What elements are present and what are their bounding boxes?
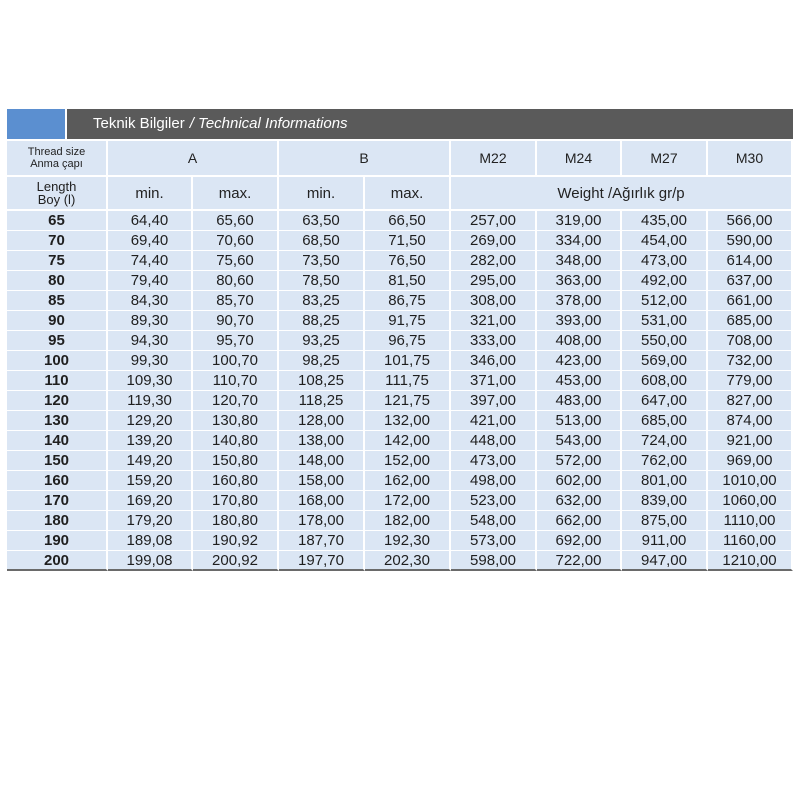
table-cell-m30-weight: 614,00 (708, 251, 793, 271)
table-title (67, 109, 793, 139)
table-cell-m24-weight: 572,00 (537, 451, 622, 471)
table-cell-b-min: 128,00 (279, 411, 365, 431)
table-cell-a-max: 130,80 (193, 411, 279, 431)
table-cell-m27-weight: 454,00 (622, 231, 708, 251)
table-cell-m30-weight: 1060,00 (708, 491, 793, 511)
table-cell-length: 95 (7, 331, 108, 351)
table-cell-m22-weight: 308,00 (451, 291, 537, 311)
thread-size-label: Thread size (27, 146, 86, 158)
table-cell-b-max: 96,75 (365, 331, 451, 351)
table-cell-m22-weight: 448,00 (451, 431, 537, 451)
table-cell-b-min: 108,25 (279, 371, 365, 391)
table-cell-m24-weight: 692,00 (537, 531, 622, 551)
table-cell-b-min: 73,50 (279, 251, 365, 271)
table-cell-m24-weight: 543,00 (537, 431, 622, 451)
table-cell-b-min: 148,00 (279, 451, 365, 471)
boy-label: Boy (l) (37, 192, 76, 207)
table-cell-b-max: 111,75 (365, 371, 451, 391)
table-cell-a-max: 85,70 (193, 291, 279, 311)
table-cell-b-max: 142,00 (365, 431, 451, 451)
table-cell-m27-weight: 724,00 (622, 431, 708, 451)
table-cell-m24-weight: 393,00 (537, 311, 622, 331)
table-cell-m22-weight: 257,00 (451, 211, 537, 231)
table-cell-length: 80 (7, 271, 108, 291)
table-cell-b-min: 68,50 (279, 231, 365, 251)
table-cell-m24-weight: 722,00 (537, 551, 622, 571)
title-turkish: Teknik Bilgiler (93, 115, 185, 132)
table-cell-a-max: 90,70 (193, 311, 279, 331)
anma-capi-label: Anma çapı (30, 158, 83, 170)
table-cell-a-min: 139,20 (108, 431, 193, 451)
table-cell-b-max: 152,00 (365, 451, 451, 471)
table-cell-m22-weight: 269,00 (451, 231, 537, 251)
table-cell-a-min: 119,30 (108, 391, 193, 411)
weight-header: Weight /Ağırlık gr/p (451, 177, 793, 211)
table-cell-a-min: 89,30 (108, 311, 193, 331)
table-cell-b-max: 132,00 (365, 411, 451, 431)
table-cell-m30-weight: 661,00 (708, 291, 793, 311)
table-cell-m27-weight: 550,00 (622, 331, 708, 351)
table-cell-m24-weight: 378,00 (537, 291, 622, 311)
table-cell-m22-weight: 523,00 (451, 491, 537, 511)
table-cell-b-min: 168,00 (279, 491, 365, 511)
table-cell-a-max: 100,70 (193, 351, 279, 371)
data-grid (7, 141, 793, 571)
table-title-bar (7, 109, 793, 139)
table-cell-m27-weight: 875,00 (622, 511, 708, 531)
table-cell-m27-weight: 569,00 (622, 351, 708, 371)
table-cell-a-max: 80,60 (193, 271, 279, 291)
table-cell-m24-weight: 334,00 (537, 231, 622, 251)
table-cell-b-min: 187,70 (279, 531, 365, 551)
table-cell-b-min: 93,25 (279, 331, 365, 351)
table-cell-a-min: 109,30 (108, 371, 193, 391)
table-cell-length: 90 (7, 311, 108, 331)
m30-header: M30 (708, 141, 793, 177)
table-cell-m27-weight: 762,00 (622, 451, 708, 471)
table-cell-length: 75 (7, 251, 108, 271)
technical-info-table (7, 109, 793, 571)
table-cell-b-max: 101,75 (365, 351, 451, 371)
table-cell-a-min: 149,20 (108, 451, 193, 471)
table-cell-m27-weight: 839,00 (622, 491, 708, 511)
table-cell-m24-weight: 319,00 (537, 211, 622, 231)
table-cell-m27-weight: 685,00 (622, 411, 708, 431)
table-cell-m30-weight: 637,00 (708, 271, 793, 291)
table-cell-m24-weight: 632,00 (537, 491, 622, 511)
table-cell-b-max: 162,00 (365, 471, 451, 491)
table-cell-a-min: 179,20 (108, 511, 193, 531)
table-cell-b-max: 172,00 (365, 491, 451, 511)
table-cell-m22-weight: 282,00 (451, 251, 537, 271)
table-cell-b-max: 121,75 (365, 391, 451, 411)
table-cell-b-max: 66,50 (365, 211, 451, 231)
table-cell-m27-weight: 608,00 (622, 371, 708, 391)
table-cell-m27-weight: 531,00 (622, 311, 708, 331)
table-cell-m22-weight: 333,00 (451, 331, 537, 351)
table-cell-a-min: 99,30 (108, 351, 193, 371)
table-cell-m30-weight: 779,00 (708, 371, 793, 391)
table-cell-m24-weight: 453,00 (537, 371, 622, 391)
table-cell-a-max: 95,70 (193, 331, 279, 351)
table-cell-length: 120 (7, 391, 108, 411)
table-cell-length: 70 (7, 231, 108, 251)
m27-header: M27 (622, 141, 708, 177)
table-cell-m30-weight: 566,00 (708, 211, 793, 231)
table-cell-m24-weight: 408,00 (537, 331, 622, 351)
table-cell-b-max: 91,75 (365, 311, 451, 331)
column-b-header: B (279, 141, 451, 177)
table-cell-a-min: 84,30 (108, 291, 193, 311)
table-cell-length: 130 (7, 411, 108, 431)
table-cell-m22-weight: 421,00 (451, 411, 537, 431)
table-cell-b-min: 98,25 (279, 351, 365, 371)
table-cell-m27-weight: 911,00 (622, 531, 708, 551)
table-cell-m22-weight: 473,00 (451, 451, 537, 471)
table-cell-a-min: 169,20 (108, 491, 193, 511)
table-cell-m22-weight: 321,00 (451, 311, 537, 331)
table-cell-b-max: 202,30 (365, 551, 451, 571)
table-cell-a-max: 120,70 (193, 391, 279, 411)
thread-size-header (7, 141, 108, 177)
b-min-header: min. (279, 177, 365, 211)
table-cell-length: 65 (7, 211, 108, 231)
table-cell-a-min: 64,40 (108, 211, 193, 231)
table-cell-length: 110 (7, 371, 108, 391)
table-cell-length: 190 (7, 531, 108, 551)
table-cell-m30-weight: 1210,00 (708, 551, 793, 571)
table-cell-length: 140 (7, 431, 108, 451)
table-cell-a-min: 199,08 (108, 551, 193, 571)
table-cell-m27-weight: 947,00 (622, 551, 708, 571)
length-header (7, 177, 108, 211)
table-cell-m27-weight: 435,00 (622, 211, 708, 231)
table-cell-m24-weight: 602,00 (537, 471, 622, 491)
table-cell-m24-weight: 348,00 (537, 251, 622, 271)
table-cell-m22-weight: 573,00 (451, 531, 537, 551)
table-cell-m22-weight: 397,00 (451, 391, 537, 411)
table-cell-b-min: 138,00 (279, 431, 365, 451)
table-cell-a-max: 75,60 (193, 251, 279, 271)
table-cell-a-max: 190,92 (193, 531, 279, 551)
table-cell-b-min: 178,00 (279, 511, 365, 531)
table-cell-a-max: 65,60 (193, 211, 279, 231)
b-max-header: max. (365, 177, 451, 211)
table-cell-m30-weight: 685,00 (708, 311, 793, 331)
table-cell-m30-weight: 732,00 (708, 351, 793, 371)
table-cell-m30-weight: 1110,00 (708, 511, 793, 531)
table-cell-a-max: 140,80 (193, 431, 279, 451)
table-cell-m30-weight: 1010,00 (708, 471, 793, 491)
table-cell-m24-weight: 483,00 (537, 391, 622, 411)
table-cell-m30-weight: 827,00 (708, 391, 793, 411)
table-cell-b-min: 83,25 (279, 291, 365, 311)
table-cell-m22-weight: 346,00 (451, 351, 537, 371)
table-cell-b-min: 78,50 (279, 271, 365, 291)
table-cell-m30-weight: 921,00 (708, 431, 793, 451)
table-cell-b-max: 76,50 (365, 251, 451, 271)
table-cell-b-max: 182,00 (365, 511, 451, 531)
table-cell-a-max: 170,80 (193, 491, 279, 511)
table-cell-a-max: 180,80 (193, 511, 279, 531)
length-label: Length (36, 179, 77, 194)
table-cell-length: 180 (7, 511, 108, 531)
table-cell-m30-weight: 708,00 (708, 331, 793, 351)
table-cell-b-min: 63,50 (279, 211, 365, 231)
table-cell-m24-weight: 662,00 (537, 511, 622, 531)
table-cell-a-min: 189,08 (108, 531, 193, 551)
table-cell-a-max: 200,92 (193, 551, 279, 571)
table-cell-length: 85 (7, 291, 108, 311)
table-cell-m27-weight: 647,00 (622, 391, 708, 411)
table-cell-m24-weight: 513,00 (537, 411, 622, 431)
table-cell-a-max: 110,70 (193, 371, 279, 391)
table-cell-m22-weight: 295,00 (451, 271, 537, 291)
table-cell-b-min: 158,00 (279, 471, 365, 491)
table-cell-m30-weight: 1160,00 (708, 531, 793, 551)
a-min-header: min. (108, 177, 193, 211)
table-cell-m27-weight: 492,00 (622, 271, 708, 291)
table-cell-m22-weight: 548,00 (451, 511, 537, 531)
title-english: / Technical Informations (189, 115, 348, 132)
table-cell-b-max: 81,50 (365, 271, 451, 291)
table-cell-length: 100 (7, 351, 108, 371)
table-cell-m30-weight: 874,00 (708, 411, 793, 431)
table-cell-b-min: 118,25 (279, 391, 365, 411)
table-cell-a-min: 129,20 (108, 411, 193, 431)
table-cell-m22-weight: 498,00 (451, 471, 537, 491)
table-cell-a-min: 79,40 (108, 271, 193, 291)
table-cell-length: 170 (7, 491, 108, 511)
m22-header: M22 (451, 141, 537, 177)
table-cell-a-min: 159,20 (108, 471, 193, 491)
table-cell-m22-weight: 371,00 (451, 371, 537, 391)
table-cell-a-max: 150,80 (193, 451, 279, 471)
table-cell-length: 200 (7, 551, 108, 571)
table-cell-a-max: 70,60 (193, 231, 279, 251)
title-accent-block (7, 109, 67, 139)
table-cell-a-max: 160,80 (193, 471, 279, 491)
table-cell-m22-weight: 598,00 (451, 551, 537, 571)
table-cell-a-min: 74,40 (108, 251, 193, 271)
table-cell-a-min: 69,40 (108, 231, 193, 251)
table-cell-m27-weight: 473,00 (622, 251, 708, 271)
table-cell-m30-weight: 969,00 (708, 451, 793, 471)
column-a-header: A (108, 141, 279, 177)
table-cell-m24-weight: 363,00 (537, 271, 622, 291)
table-cell-m27-weight: 801,00 (622, 471, 708, 491)
a-max-header: max. (193, 177, 279, 211)
table-cell-length: 150 (7, 451, 108, 471)
table-cell-b-min: 88,25 (279, 311, 365, 331)
m24-header: M24 (537, 141, 622, 177)
table-cell-a-min: 94,30 (108, 331, 193, 351)
table-cell-b-max: 71,50 (365, 231, 451, 251)
table-cell-b-max: 192,30 (365, 531, 451, 551)
table-cell-length: 160 (7, 471, 108, 491)
table-cell-m30-weight: 590,00 (708, 231, 793, 251)
table-cell-b-max: 86,75 (365, 291, 451, 311)
table-cell-b-min: 197,70 (279, 551, 365, 571)
table-cell-m27-weight: 512,00 (622, 291, 708, 311)
table-cell-m24-weight: 423,00 (537, 351, 622, 371)
